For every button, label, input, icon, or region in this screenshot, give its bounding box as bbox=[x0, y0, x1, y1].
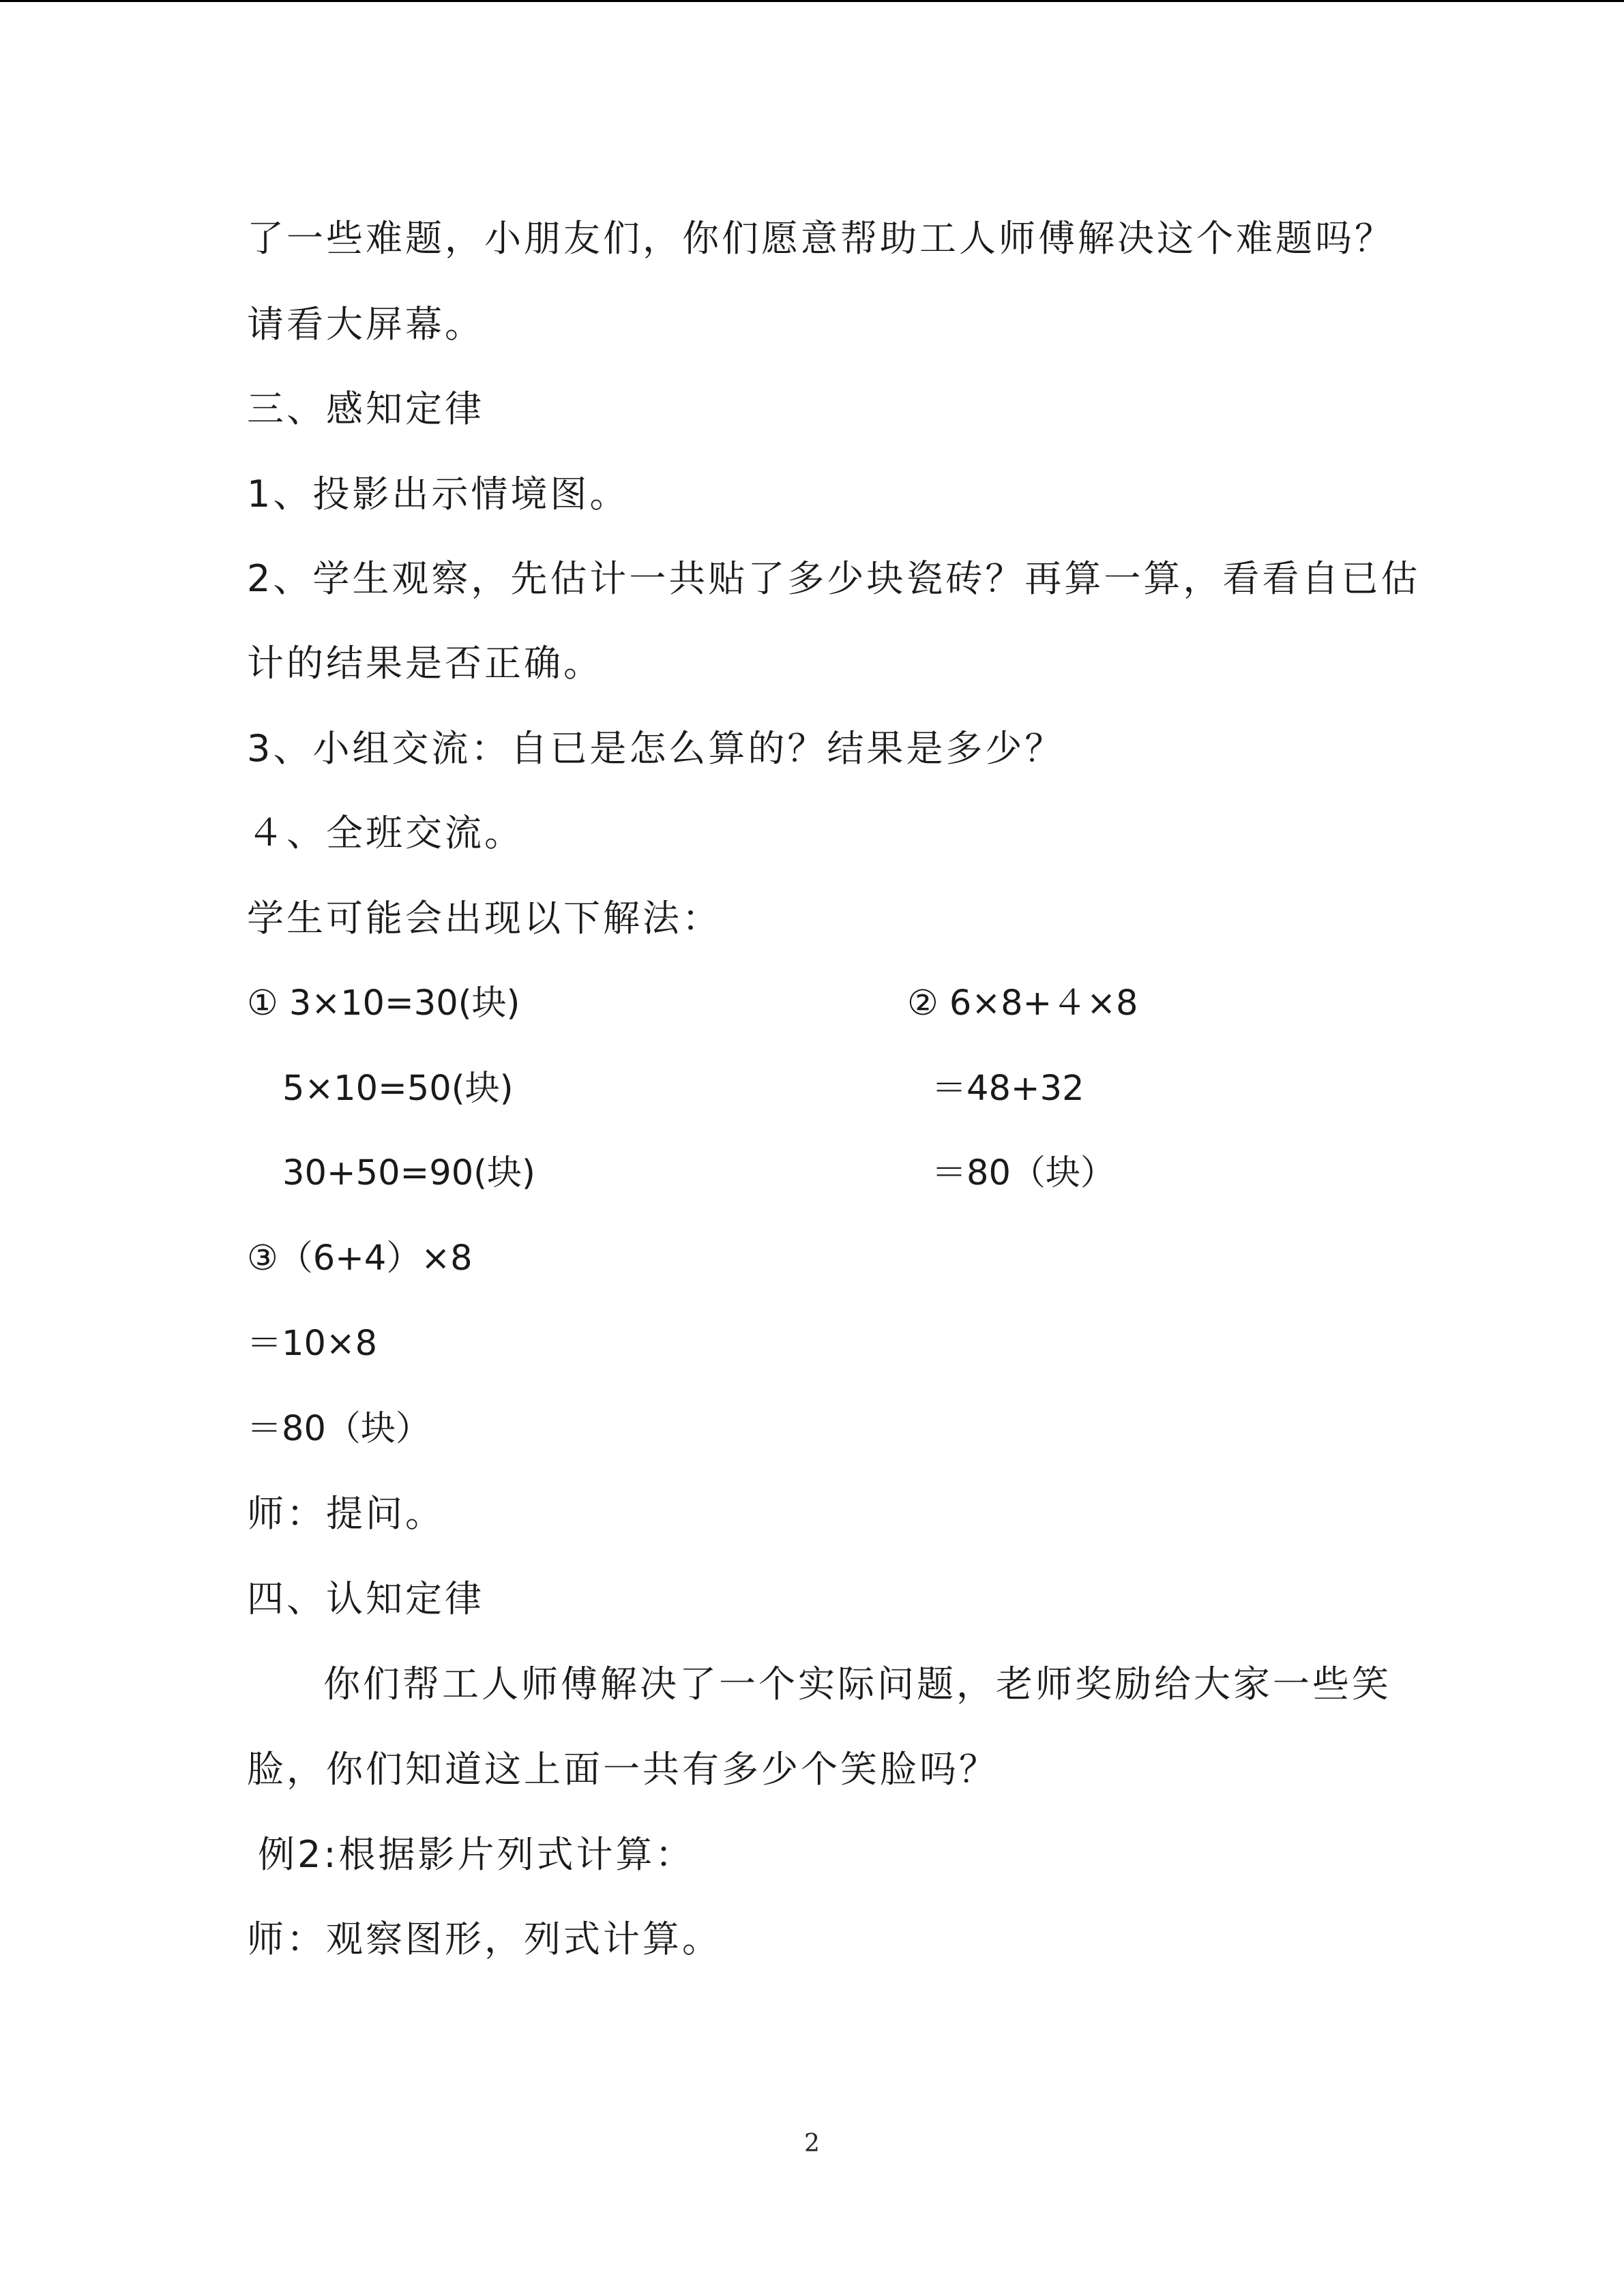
solution-1-line-3: 30+50=90(块) bbox=[282, 1153, 535, 1193]
paragraph-line-1: 了一些难题，小朋友们，你们愿意帮助工人师傅解决这个难题吗？ bbox=[247, 217, 1394, 260]
step-3: 3、小组交流：自已是怎么算的？结果是多少？ bbox=[247, 727, 1065, 770]
step-4: ４、全班交流。 bbox=[247, 811, 524, 854]
section-heading-4: 四、认知定律 bbox=[247, 1577, 484, 1620]
solution-3-line-3: ＝80（块） bbox=[247, 1409, 430, 1449]
solution-1-line-2: 5×10=50(块) bbox=[282, 1069, 514, 1109]
solution-2-line-2: ＝48+32 bbox=[932, 1069, 1084, 1109]
paragraph-line-2: 请看大屏幕。 bbox=[247, 303, 484, 346]
teacher-question: 师：提问。 bbox=[247, 1492, 445, 1535]
step-2-line-2: 计的结果是否正确。 bbox=[247, 642, 603, 685]
solutions-intro: 学生可能会出现以下解法： bbox=[247, 897, 722, 940]
top-border bbox=[0, 0, 1624, 2]
paragraph-indented-line-1: 你们帮工人师傅解决了一个实际问题，老师奖励给大家一些笑 bbox=[323, 1663, 1391, 1705]
step-2-line-1: 2、学生观察，先估计一共贴了多少块瓷砖？再算一算，看看自已估 bbox=[247, 557, 1421, 600]
solution-3-line-2: ＝10×8 bbox=[247, 1324, 378, 1364]
teacher-instruction: 师：观察图形，列式计算。 bbox=[247, 1918, 722, 1960]
paragraph-indented-line-2: 脸，你们知道这上面一共有多少个笑脸吗？ bbox=[247, 1748, 999, 1791]
solution-1-line-1: ① 3×10=30(块) bbox=[247, 983, 520, 1024]
example-2: 例2:根据影片列式计算： bbox=[258, 1833, 695, 1876]
solution-3-line-1: ③（6+4）×8 bbox=[247, 1238, 473, 1279]
section-heading-3: 三、感知定律 bbox=[247, 387, 484, 430]
step-1: 1、投影出示情境图。 bbox=[247, 473, 630, 516]
solution-2-line-1: ② 6×8+４×8 bbox=[907, 983, 1138, 1024]
page-number: 2 bbox=[804, 2130, 820, 2158]
solution-2-line-3: ＝80（块） bbox=[932, 1153, 1115, 1193]
